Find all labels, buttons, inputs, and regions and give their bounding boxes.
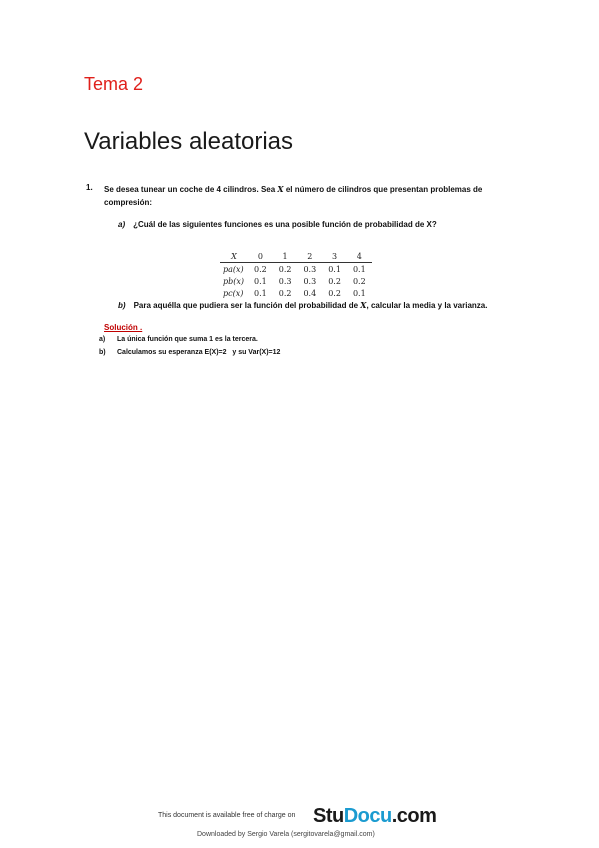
answer-a-letter: a) [99,336,106,343]
topic-label: Tema 2 [84,74,144,94]
table-row [220,263,372,276]
table-row [220,275,372,287]
logo-part-docu: Docu [343,805,392,827]
table-cell: 0.1 [352,264,366,274]
logo-part-stu: Stu [313,805,344,827]
footer-downloaded-by: Downloaded by Sergio Varela (sergitovarela@gmail.com) [197,831,375,838]
table-header-cell: 1 [273,250,298,263]
table-cell: 0.3 [278,276,292,286]
table-cell: 0.1 [352,288,366,298]
question-1b-text-part2: , calcular la media y la varianza. [366,301,488,310]
table-cell: 0.1 [254,288,267,298]
question-1-text-part2: el número de cilindros que presentan problemas de compresión: [104,185,483,207]
row-label-pa: pa(x) [223,264,244,274]
variable-x: X [360,300,367,310]
table-header-cell: 2 [297,250,322,263]
table-row [220,287,372,299]
question-number: 1. [86,183,93,192]
studocu-logo[interactable] [313,805,436,828]
table-cell: 0.2 [328,276,341,286]
question-1b-letter: b) [118,301,126,310]
footer-notice: This document is available free of charge on [158,812,296,819]
table-cell: 0.3 [303,264,317,274]
row-label-pb: pb(x) [223,276,244,286]
table-cell: 0.2 [278,264,292,274]
answer-b [99,349,280,356]
answer-a-text: La única función que suma 1 es la tercera. [117,336,258,343]
answer-a [99,336,258,343]
question-1-text-part1: Se desea tunear un coche de 4 cilindros. Sea [104,185,278,194]
answer-b-text: Calculamos su esperanza E(X)=2 y su Var(X)=12 [117,349,281,356]
variable-x: X [277,184,284,194]
question-1a-text: ¿Cuál de las siguientes funciones es una posible función de probabilidad de X? [133,220,437,229]
question-1a [118,220,437,229]
solution-heading: Solución . [104,323,143,332]
table-cell: 0.2 [254,264,267,274]
table-cell: 0.2 [278,288,292,298]
table-header-cell: X [220,250,248,263]
row-label-pc: pc(x) [223,288,244,298]
page-title: Variables aleatorias [84,128,294,155]
probability-table [220,250,372,299]
table-header-cell: 0 [248,250,273,263]
question-1a-letter: a) [118,220,126,229]
table-cell: 0.2 [328,288,341,298]
logo-part-com: .com [391,805,437,827]
question-1b [118,300,487,310]
table-cell: 0.2 [352,276,366,286]
answer-b-letter: b) [99,349,106,356]
question-1-text [104,183,524,209]
table-header-cell: 3 [322,250,347,263]
question-1b-text-part1: Para aquélla que pudiera ser la función del probabilidad de [133,301,361,310]
table-cell: 0.4 [303,288,317,298]
table-cell: 0.1 [254,276,267,286]
table-cell: 0.3 [303,276,317,286]
table-header-cell: 4 [347,250,372,263]
table-cell: 0.1 [328,264,341,274]
table-header-row [220,250,372,263]
